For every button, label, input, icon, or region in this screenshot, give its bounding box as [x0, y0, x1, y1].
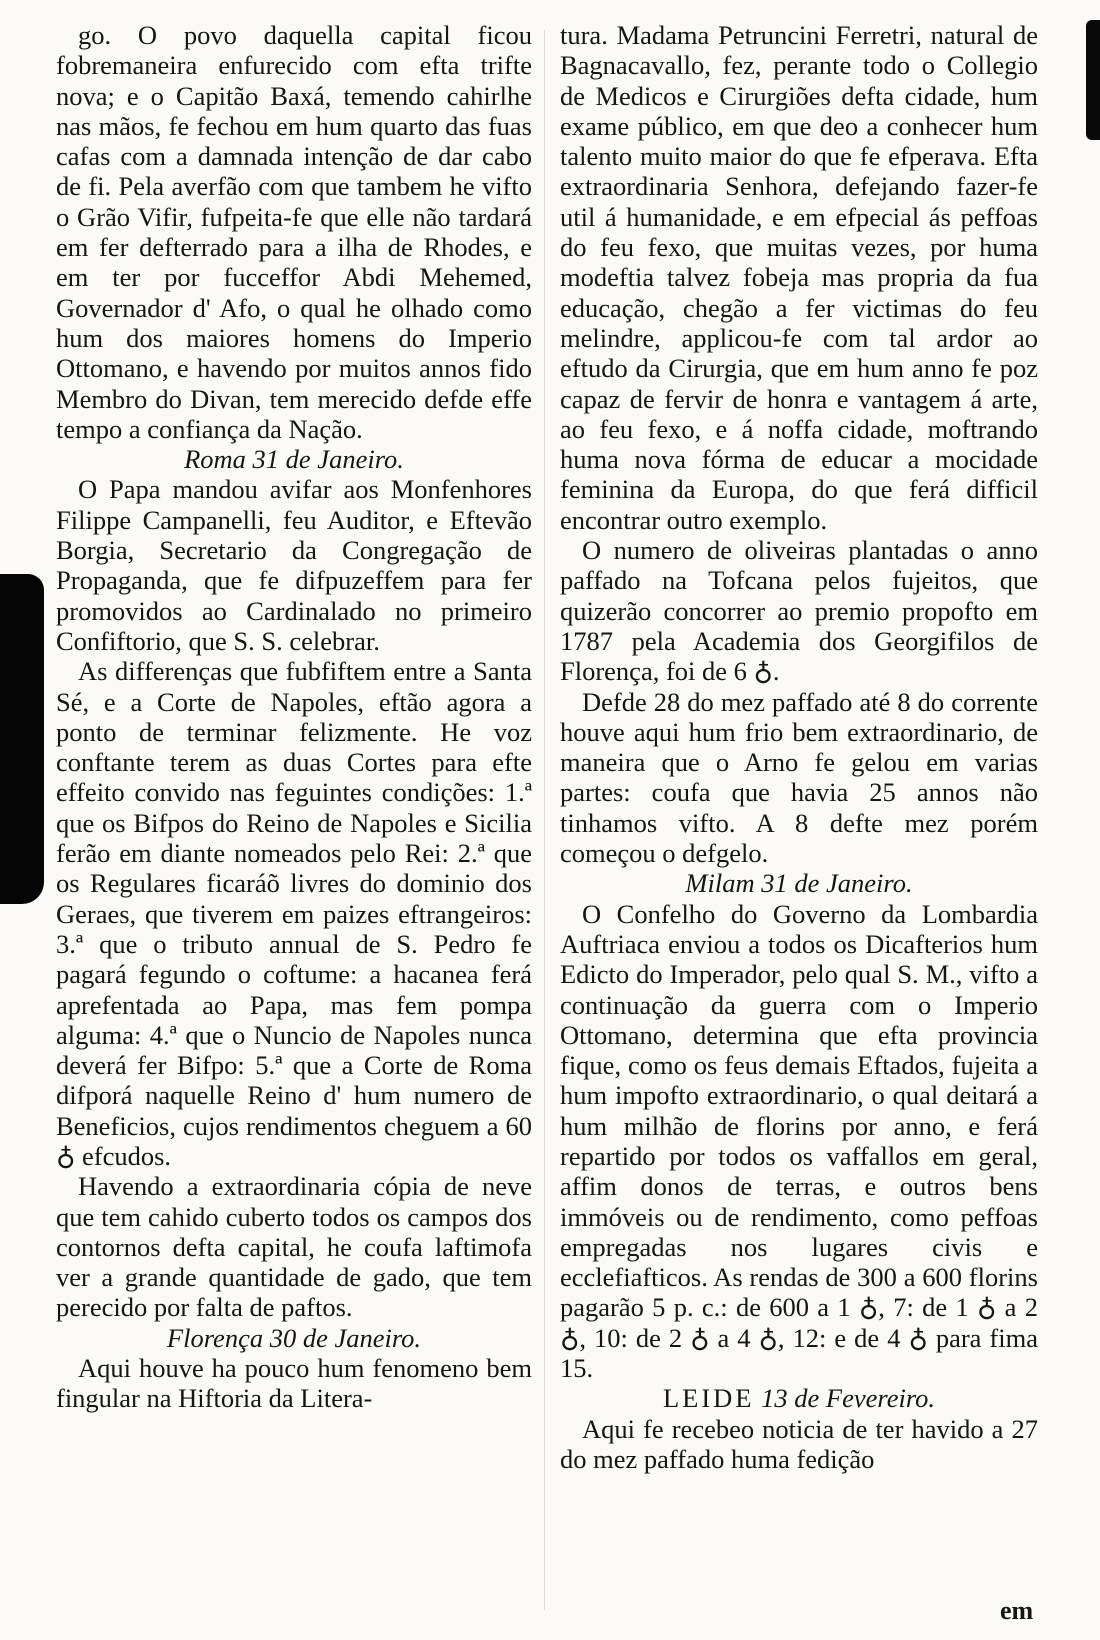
dateline-city: LEIDE: [662, 1383, 755, 1414]
dateline: [560, 1383, 1038, 1413]
left-column-paragraph: Aqui houve ha pouco hum fenomeno bem fingular na Hiftoria da Litera-: [56, 1353, 532, 1414]
catchword: em: [1000, 1596, 1034, 1625]
left-column-paragraph: As differenças que fubfiftem entre a Santa Sé, e a Corte de Napoles, eftão agora a ponto de terminar felizmente. He voz conftante terem as duas Cortes para efte effeito convido nas feguintes condições: 1.ª que os Bifpos do Reino de Napoles e Sicilia ferão em diante nomeados pelo Rei: 2.ª que os Regulares ficaráõ livres do dominio dos Geraes, que tiverem em paizes eftrangeiros: 3.ª que o tributo annual de S. Pedro fe pagará fegundo o coftume: a hacanea ferá aprefentada ao Papa, mas fem pompa alguma: 4.ª que o Nuncio de Napoles nunca deverá fer Bifpo: 5.ª que a Corte de Roma difporá naquelle Reino d' hum numero de Beneficios, cujos rendimentos cheguem a 60 ♁ efcudos.: [56, 656, 532, 1171]
ink-blot: [0, 574, 44, 904]
left-column-paragraph: O Papa mandou avifar aos Monfenhores Filippe Campanelli, feu Auditor, e Eftevão Borgia, Secretario da Congregação de Propaganda, que fe difpuzeffem para fer promovidos ao Cardinalado no primeiro Confiftorio, que S. S. celebrar.: [56, 474, 532, 656]
right-column: [560, 20, 1038, 1474]
left-column: [56, 20, 532, 1414]
left-column-paragraph: go. O povo daquella capital ficou fobremaneira enfurecido com efta trifte nova; e o Capitão Baxá, temendo cahirlhe nas mãos, fe fechou em hum quarto das fuas cafas com a damnada intenção de dar cabo de fi. Pela averfão com que tambem he vifto o Grão Vifir, fufpeita-fe que elle não tardará em fer defterrado para a ilha de Rhodes, e em ter por fucceffor Abdi Mehemed, Governador d' Afo, o qual he olhado como hum dos maiores homens do Imperio Ottomano, e havendo por muitos annos fido Membro do Divan, tem merecido defde effe tempo a confiança da Nação.: [56, 20, 532, 444]
right-column-paragraph: Defde 28 do mez paffado até 8 do corrente houve aqui hum frio bem extraordinario, de maneira que o Arno fe gelou em varias partes: coufa que havia 25 annos não tinhamos vifto. A 8 defte mez porém começou o defgelo.: [560, 686, 1038, 869]
right-column-paragraph: O numero de oliveiras plantadas o anno paffado na Tofcana pelos fujeitos, que quizerão concorrer ao premio propofto em 1787 pela Academia dos Georgifilos de Florença, foi de 6 ♁.: [560, 535, 1038, 687]
right-column-paragraph: tura. Madama Petruncini Ferretri, natural de Bagnacavallo, fez, perante todo o Collegio de Medicos e Cirurgiões defta cidade, hum exame público, em que deo a conhecer hum talento muito maior do que fe efperava. Efta extraordinaria Senhora, defejando fazer-fe util á humanidade, e em efpecial ás peffoas do feu fexo, que muitas vezes, por huma modeftia talvez fobeja mas propria da fua educação, chegão a fer victimas do feu melindre, applicou-fe com tal ardor ao eftudo da Cirurgia, que em hum anno fe poz capaz de fervir de honra e vantagem á arte, ao feu fexo, e á noffa cidade, moftrando huma nova fórma de educar a mocidade feminina da Europa, do que ferá difficil encontrar outro exemplo.: [560, 20, 1038, 535]
dateline: Milam 31 de Janeiro.: [685, 868, 913, 899]
dateline: Florença 30 de Janeiro.: [166, 1322, 422, 1353]
dateline-date: 13 de Fevereiro.: [754, 1383, 936, 1414]
right-column-paragraph: O Confelho do Governo da Lombardia Auftriaca enviou a todos os Dicafterios hum Edicto do Imperador, pelo qual S. M., vifto a continuação da guerra com o Imperio Ottomano, determina que efta provincia fique, como os feus demais Eftados, fujeita a hum impofto extraordinario, o qual deitará a hum milhão de florins por anno, e ferá repartido por todos os vaffallos em geral, affim donos de terras, e outros bens immóveis ou de rendimento, como peffoas empregadas nos lugares civis e ecclefiafticos. As rendas de 300 a 600 florins pagarão 5 p. c.: de 600 a 1 ♁, 7: de 1 ♁ a 2 ♁, 10: de 2 ♁ a 4 ♁, 12: e de 4 ♁ para fima 15.: [560, 898, 1038, 1384]
page-edge-mark: [1086, 20, 1100, 140]
column-gutter: [544, 30, 545, 1610]
left-column-paragraph: Havendo a extraordinaria cópia de neve que tem cahido cuberto todos os campos dos contornos defta capital, he coufa laftimofa ver a grande quantidade de gado, que tem perecido por falta de paftos.: [56, 1171, 532, 1323]
dateline: Roma 31 de Janeiro.: [184, 444, 404, 475]
right-column-paragraph: Aqui fe recebeo noticia de ter havido a 27 do mez paffado huma fedição: [560, 1413, 1038, 1474]
